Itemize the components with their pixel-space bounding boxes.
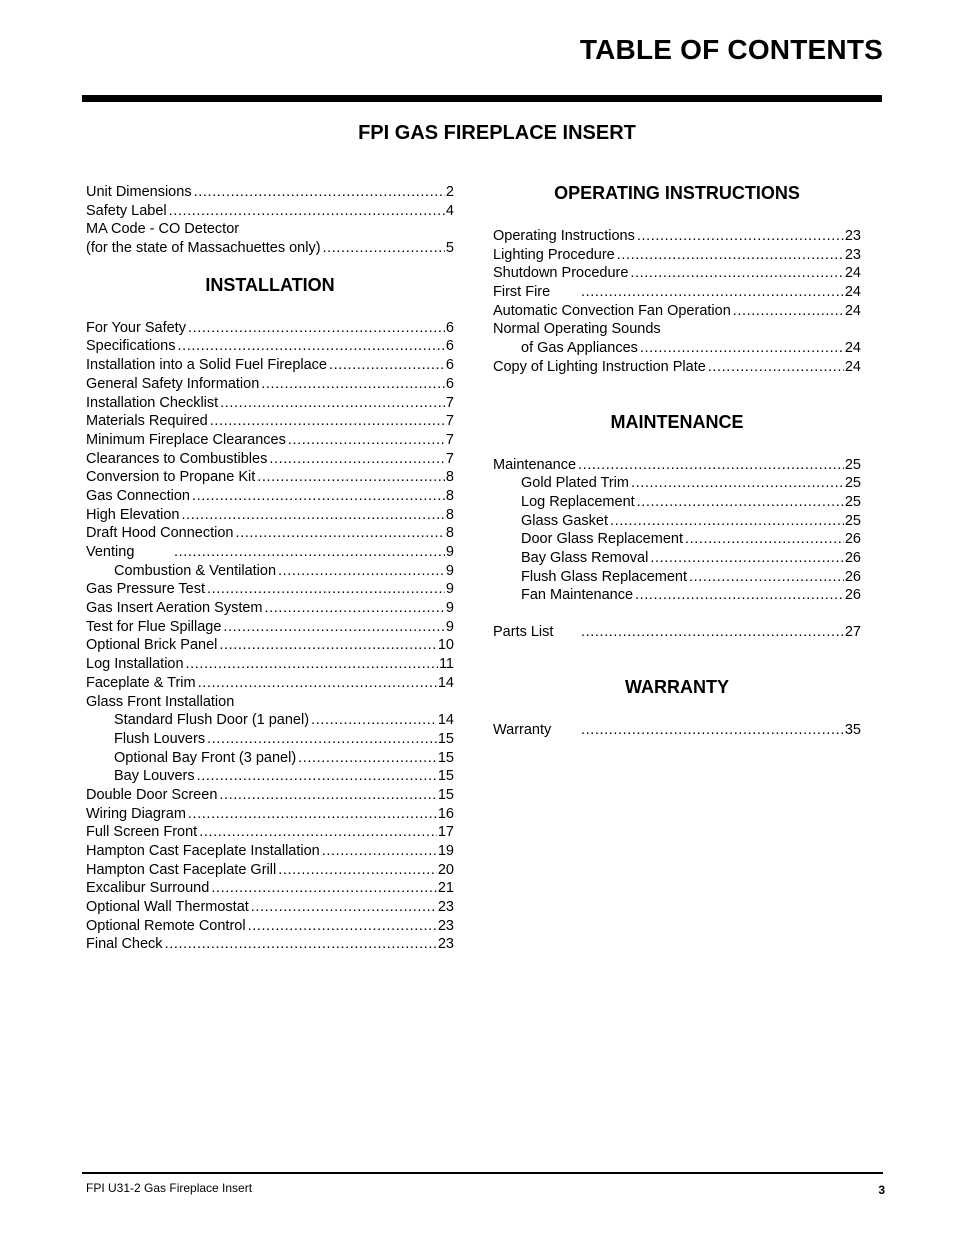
- toc-entry[interactable]: Lighting Procedure ..... 23: [493, 246, 861, 265]
- toc-subentry[interactable]: Bay Louvers ..... 15: [86, 767, 454, 786]
- toc-entry[interactable]: Copy of Lighting Instruction Plate ..... 24: [493, 358, 861, 377]
- toc-entry[interactable]: Installation Checklist ..... 7: [86, 394, 454, 413]
- toc-entry[interactable]: Normal Operating Sounds: [493, 321, 661, 338]
- toc-subentry[interactable]: Flush Glass Replacement ..... 26: [493, 568, 861, 587]
- toc-subentry[interactable]: Gold Plated Trim ..... 25: [493, 474, 861, 493]
- toc-entry[interactable]: Faceplate & Trim ..... 14: [86, 674, 454, 693]
- toc-entry[interactable]: Hampton Cast Faceplate Installation ..... 19: [86, 842, 454, 861]
- toc-subentry[interactable]: Fan Maintenance ..... 26: [493, 586, 861, 605]
- toc-entry[interactable]: Full Screen Front ..... 17: [86, 823, 454, 842]
- toc-entry[interactable]: General Safety Information ..... 6: [86, 375, 454, 394]
- toc-entry[interactable]: Materials Required ..... 7: [86, 412, 454, 431]
- toc-entry[interactable]: Wiring Diagram ..... 16: [86, 805, 454, 824]
- toc-subentry[interactable]: Door Glass Replacement ..... 26: [493, 530, 861, 549]
- document-subtitle: FPI GAS FIREPLACE INSERT: [358, 122, 636, 144]
- toc-entry[interactable]: Venting ..... 9: [86, 543, 454, 562]
- toc-subentry[interactable]: Combustion & Ventilation ..... 9: [86, 562, 454, 581]
- toc-entry[interactable]: Gas Pressure Test ..... 9: [86, 580, 454, 599]
- toc-entry[interactable]: Safety Label ..... 4: [86, 202, 454, 221]
- footer-document-name: FPI U31-2 Gas Fireplace Insert: [86, 1181, 253, 1195]
- toc-entry[interactable]: Double Door Screen ..... 15: [86, 786, 454, 805]
- toc-subentry[interactable]: Optional Bay Front (3 panel) ..... 15: [86, 749, 454, 768]
- toc-subentry[interactable]: Bay Glass Removal ..... 26: [493, 549, 861, 568]
- title-divider: [82, 95, 882, 102]
- toc-entry[interactable]: Minimum Fireplace Clearances ..... 7: [86, 431, 454, 450]
- section-heading-warranty: WARRANTY: [625, 676, 729, 697]
- toc-entry[interactable]: Test for Flue Spillage ..... 9: [86, 618, 454, 637]
- toc-left-column: [86, 183, 454, 954]
- toc-subentry[interactable]: Log Replacement ..... 25: [493, 493, 861, 512]
- footer-page-number: 3: [878, 1183, 885, 1197]
- toc-entry[interactable]: Installation into a Solid Fuel Fireplace ..... 6: [86, 356, 454, 375]
- section-heading-maintenance: MAINTENANCE: [610, 411, 744, 432]
- toc-entry[interactable]: Conversion to Propane Kit ..... 8: [86, 468, 454, 487]
- toc-entry[interactable]: Automatic Convection Fan Operation ..... 24: [493, 302, 861, 321]
- toc-entry[interactable]: Gas Insert Aeration System ..... 9: [86, 599, 454, 618]
- toc-entry[interactable]: Unit Dimensions ..... 2: [86, 183, 454, 202]
- toc-entry[interactable]: Optional Remote Control ..... 23: [86, 917, 454, 936]
- toc-subentry[interactable]: Standard Flush Door (1 panel) ..... 14: [86, 711, 454, 730]
- toc-entry[interactable]: Final Check ..... 23: [86, 935, 454, 954]
- toc-subentry[interactable]: of Gas Appliances ..... 24: [493, 339, 861, 358]
- toc-entry[interactable]: Optional Brick Panel ..... 10: [86, 636, 454, 655]
- toc-entry[interactable]: (for the state of Massachuettes only) ..... 5: [86, 239, 454, 258]
- page-title: TABLE OF CONTENTS: [579, 34, 883, 65]
- toc-entry[interactable]: Hampton Cast Faceplate Grill ..... 20: [86, 861, 454, 880]
- toc-entry[interactable]: Optional Wall Thermostat ..... 23: [86, 898, 454, 917]
- toc-subentry[interactable]: Flush Louvers ..... 15: [86, 730, 454, 749]
- toc-entry[interactable]: Maintenance ..... 25: [493, 456, 861, 475]
- toc-entry[interactable]: Log Installation ..... 11: [86, 655, 454, 674]
- toc-entry-warranty[interactable]: Warranty ..... 35: [493, 721, 861, 740]
- toc-entry[interactable]: Gas Connection ..... 8: [86, 487, 454, 506]
- section-heading-operating: OPERATING INSTRUCTIONS: [554, 183, 800, 203]
- toc-entry[interactable]: High Elevation ..... 8: [86, 506, 454, 525]
- toc-entry[interactable]: Glass Front Installation: [86, 693, 235, 710]
- toc-entry[interactable]: Excalibur Surround ..... 21: [86, 879, 454, 898]
- footer-divider: [82, 1172, 883, 1174]
- toc-subentry[interactable]: Glass Gasket ..... 25: [493, 512, 861, 531]
- toc-entry[interactable]: Draft Hood Connection ..... 8: [86, 524, 454, 543]
- toc-entry[interactable]: MA Code - CO Detector: [86, 221, 240, 238]
- toc-entry-parts-list[interactable]: Parts List ..... 27: [493, 623, 861, 642]
- toc-entry[interactable]: Clearances to Combustibles ..... 7: [86, 450, 454, 469]
- toc-entry[interactable]: Specifications ..... 6: [86, 337, 454, 356]
- toc-entry[interactable]: Operating Instructions ..... 23: [493, 227, 861, 246]
- toc-right-column: [493, 183, 861, 739]
- toc-entry[interactable]: First Fire ..... 24: [493, 283, 861, 302]
- toc-entry[interactable]: Shutdown Procedure ..... 24: [493, 264, 861, 283]
- toc-entry[interactable]: For Your Safety ..... 6: [86, 319, 454, 338]
- section-heading-installation: INSTALLATION: [205, 274, 335, 295]
